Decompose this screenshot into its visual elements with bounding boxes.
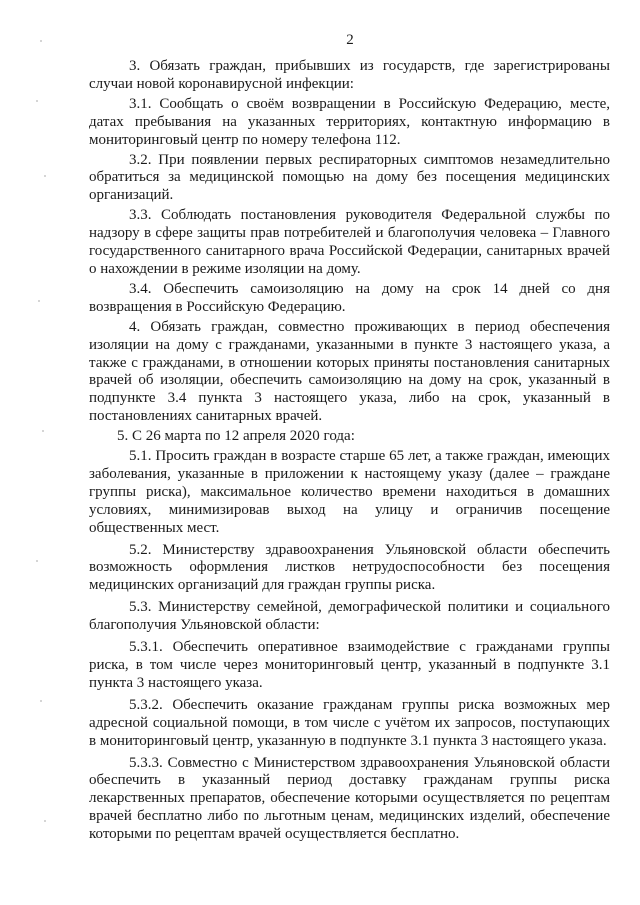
paragraph-3: 3. Обязать граждан, прибывших из государств, где зарегистрированы случаи новой коронавирусной инфекции: <box>89 58 610 92</box>
paragraph-5-3: 5.3. Министерству семейной, демографической политики и социального благополучия Ульяновской области: <box>89 599 610 634</box>
paragraph-5-3-2: 5.3.2. Обеспечить оказание гражданам группы риска возможных мер адресной социальной помощи, в том числе с учётом их запросов, поступающих в мониторинговый центр, указанную в подпункте 3.1 пункта 3 настоящего указа. <box>89 696 610 749</box>
page-number: 2 <box>346 32 354 48</box>
paragraph-5-3-3: 5.3.3. Совместно с Министерством здравоохранения Ульяновской области обеспечить в указанный период доставку гражданам группы риска лекарственных препаратов, обеспечение которыми осуществляется по рецептам врачей бесплатно либо по льготным ценам, медицинских изделий, обеспечение которыми по рецептам врачей осуществляется бесплатно. <box>89 754 610 843</box>
paragraph-5: 5. С 26 марта по 12 апреля 2020 года: <box>117 428 355 445</box>
paragraph-3-1: 3.1. Сообщать о своём возвращении в Российскую Федерацию, месте, датах пребывания на указанных территориях, контактную информацию в мониторинговый центр по номеру телефона 112. <box>89 95 610 148</box>
document-body <box>89 58 610 844</box>
paragraph-5-2: 5.2. Министерству здравоохранения Ульяновской области обеспечить возможность оформления листков нетрудоспособности без посещения медицинских организаций для граждан группы риска. <box>89 541 610 594</box>
paragraph-5-1: 5.1. Просить граждан в возрасте старше 65 лет, а также граждан, имеющих заболевания, указанные в приложении к настоящему указу (далее – граждане группы риска), максимальное количество времени находиться в домашних условиях, минимизировав выход на улицу и ограничив посещение общественных мест. <box>89 448 610 536</box>
paragraph-4: 4. Обязать граждан, совместно проживающих в период обеспечения изоляции на дому с гражданами, указанными в пункте 3 настоящего указа, а также с гражданами, в отношении которых приняты постановления санитарных врачей об изоляции, обеспечить самоизоляцию на дому на срок, указанный в подпункте 3.4 пункта 3 настоящего указа, либо на срок, указанный в постановлениях санитарных врачей. <box>89 318 610 425</box>
paragraph-3-4: 3.4. Обеспечить самоизоляцию на дому на срок 14 дней со дня возвращения в Российскую Федерацию. <box>89 280 610 315</box>
paragraph-5-3-1: 5.3.1. Обеспечить оперативное взаимодействие с гражданами группы риска, в том числе через мониторинговый центр, указанный в подпункте 3.1 пункта 3 настоящего указа. <box>89 639 610 691</box>
paragraph-3-2: 3.2. При появлении первых респираторных симптомов незамедлительно обратиться за медицинской помощью на дому без посещения медицинских организаций. <box>89 151 610 204</box>
paragraph-3-3: 3.3. Соблюдать постановления руководителя Федеральной службы по надзору в сфере защиты прав потребителей и благополучия человека – Главного государственного санитарного врача Российской Федерации, санитарных врачей о нахождении в режиме изоляции на дому. <box>89 207 610 277</box>
